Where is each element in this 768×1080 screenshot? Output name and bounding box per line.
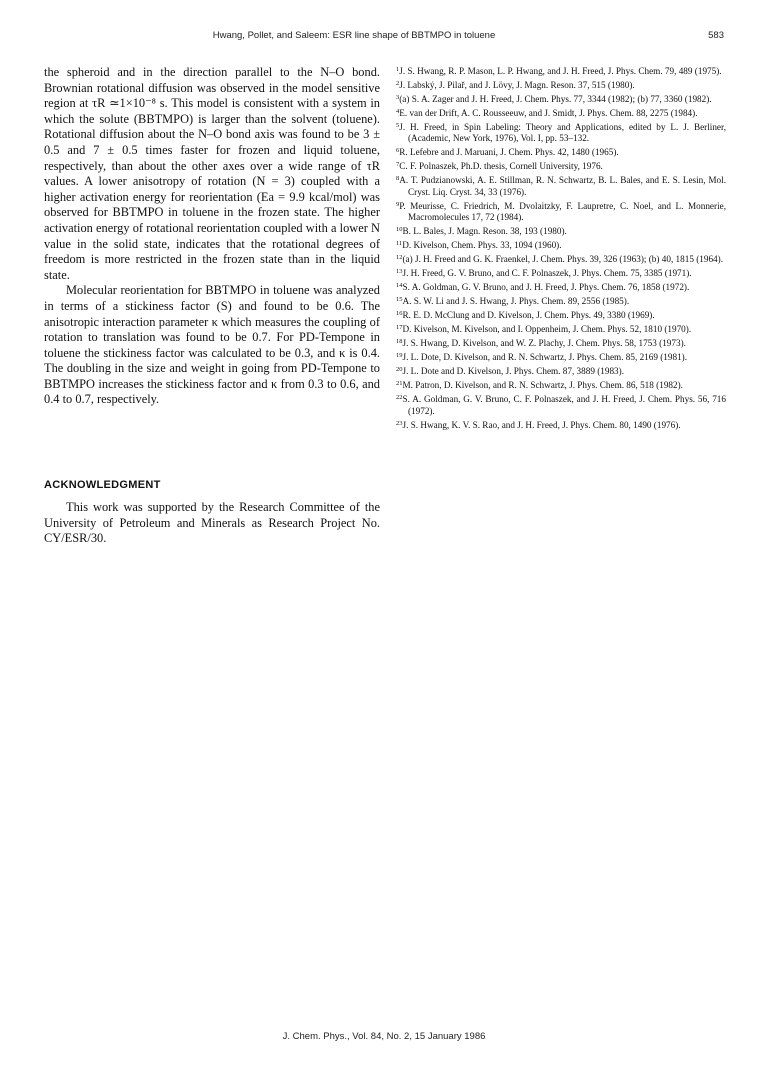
- reference-number: 12: [396, 254, 403, 262]
- reference-item: [396, 294, 726, 307]
- reference-item: [396, 336, 726, 349]
- references-list: [396, 64, 726, 432]
- reference-text: D. Kivelson, Chem. Phys. 33, 1094 (1960).: [402, 240, 562, 251]
- reference-number: 5: [396, 122, 400, 129]
- reference-number: 18: [396, 338, 403, 346]
- acknowledgment-text: This work was supported by the Research Committee of the University of Petroleum and Minerals as Research Project No. CY/ESR/30.: [44, 500, 380, 546]
- reference-number: 10: [396, 226, 403, 234]
- reference-item: [396, 322, 726, 335]
- reference-text: J. L. Dote and D. Kivelson, J. Phys. Chem. 87, 3889 (1983).: [402, 366, 625, 377]
- reference-number: 14: [396, 282, 403, 290]
- reference-text: R. E. D. McClung and D. Kivelson, J. Chem. Phys. 49, 3380 (1969).: [402, 310, 655, 321]
- reference-item: [396, 224, 726, 237]
- reference-number: 11: [396, 240, 403, 248]
- reference-text: J. S. Hwang, R. P. Mason, L. P. Hwang, and J. H. Freed, J. Phys. Chem. 79, 489 (1975).: [399, 66, 722, 76]
- reference-item: [396, 280, 726, 293]
- reference-number: 21: [396, 380, 403, 388]
- reference-text: P. Meurisse, C. Friedrich, M. Dvolaitzky, F. Laupretre, C. Noel, and L. Monnerie, Macromolecules 17, 72 (1984).: [399, 200, 726, 223]
- reference-number: 15: [396, 296, 403, 304]
- reference-text: D. Kivelson, M. Kivelson, and I. Oppenheim, J. Chem. Phys. 52, 1810 (1970).: [402, 324, 692, 335]
- left-column: [44, 65, 380, 408]
- reference-text: (a) J. H. Freed and G. K. Fraenkel, J. Chem. Phys. 39, 326 (1963); (b) 40, 1815 (1964).: [402, 254, 723, 265]
- reference-item: [396, 64, 726, 77]
- reference-item: [396, 78, 726, 91]
- page-number: 583: [708, 30, 724, 41]
- reference-text: J. H. Freed, G. V. Bruno, and C. F. Polnaszek, J. Phys. Chem. 75, 3385 (1971).: [402, 268, 692, 279]
- reference-item: [396, 120, 726, 145]
- reference-item: [396, 418, 726, 431]
- reference-text: R. Lefebre and J. Maruani, J. Chem. Phys. 42, 1480 (1965).: [399, 147, 619, 158]
- reference-text: B. L. Bales, J. Magn. Reson. 38, 193 (1980).: [402, 226, 567, 237]
- journal-citation-footer: J. Chem. Phys., Vol. 84, No. 2, 15 January 1986: [282, 1031, 486, 1042]
- reference-item: [396, 92, 726, 105]
- reference-number: 13: [396, 268, 403, 276]
- reference-number: 23: [396, 419, 403, 427]
- reference-number: 7: [396, 161, 400, 169]
- body-paragraph-2: Molecular reorientation for BBTMPO in toluene was analyzed in terms of a stickiness factor (S) and found to be 0.6. The anisotropic interaction parameter κ which measures the coupling of rotation to translation was found to be 0.7. For PD-Tempone in toluene the stickiness factor was calculated to be 0.3, and κ is 0.4. The doubling in the size and weight in going from PD-Tempone to BBTMPO increases the stickiness factor and κ from 0.3 to 0.6, and 0.4 to 0.7, respectively.: [44, 283, 380, 407]
- reference-item: [396, 173, 726, 198]
- reference-number: 6: [396, 147, 400, 155]
- body-paragraph-1: the spheroid and in the direction parallel to the N–O bond. Brownian rotational diffusion was observed in the model sensitive region at τR ≃1×10⁻⁸ s. This model is consistent with a system in which the solute (BBTMPO) is larger than the solvent (toluene). Rotational diffusion about the N–O bond axis was found to be 3 ± 0.5 and 7 ± 0.5 times faster for frozen and liquid toluene, respectively, than about the other axes over a wide range of τR values. A lower anisotropy of rotation (N = 3) coupled with a higher activation energy for reorientation (Ea = 9.9 kcal/mol) was observed for BBTMPO in toluene in the frozen state. The higher activation energy of rotational reorientation coupled with a lower N value in the solid state, indicates that the rotational degrees of freedom is more restricted in the frozen state than in the liquid state.: [44, 65, 380, 282]
- reference-text: J. Labský, J. Pilař, and J. Lövy, J. Magn. Reson. 37, 515 (1980).: [399, 80, 635, 90]
- reference-text: J. H. Freed, in Spin Labeling: Theory and Applications, edited by L. J. Berliner, (Academic, New York, 1976), Vol. I, pp. 53–132.: [399, 122, 726, 144]
- reference-item: [396, 378, 726, 391]
- reference-text: A. S. W. Li and J. S. Hwang, J. Phys. Chem. 89, 2556 (1985).: [402, 296, 630, 307]
- reference-number: 17: [396, 324, 403, 332]
- reference-text: J. S. Hwang, K. V. S. Rao, and J. H. Freed, J. Phys. Chem. 80, 1490 (1976).: [402, 419, 681, 430]
- reference-number: 19: [396, 352, 403, 360]
- reference-number: 2: [396, 80, 400, 87]
- reference-text: J. S. Hwang, D. Kivelson, and W. Z. Plachy, J. Chem. Phys. 58, 1753 (1973).: [402, 338, 686, 349]
- reference-text: J. L. Dote, D. Kivelson, and R. N. Schwartz, J. Phys. Chem. 85, 2169 (1981).: [402, 352, 688, 363]
- reference-item: [396, 350, 726, 363]
- reference-number: 4: [396, 108, 400, 115]
- reference-item: [396, 252, 726, 265]
- reference-item: [396, 266, 726, 279]
- reference-text: A. T. Pudzianowski, A. E. Stillman, R. N. Schwartz, B. L. Bales, and E. S. Lesin, Mol. Cryst. Liq. Cryst. 34, 33 (1976).: [399, 175, 726, 197]
- reference-number: 9: [396, 200, 400, 208]
- reference-number: 3: [396, 94, 400, 101]
- running-head: [44, 30, 724, 44]
- reference-text: S. A. Goldman, G. V. Bruno, C. F. Polnaszek, and J. H. Freed, J. Chem. Phys. 56, 716 (1972).: [402, 394, 726, 416]
- acknowledgment-heading: ACKNOWLEDGMENT: [44, 479, 161, 491]
- reference-item: [396, 308, 726, 321]
- reference-number: 1: [396, 66, 400, 73]
- reference-text: C. F. Polnaszek, Ph.D. thesis, Cornell University, 1976.: [399, 161, 603, 172]
- reference-item: [396, 106, 726, 119]
- reference-number: 22: [396, 394, 403, 402]
- reference-item: [396, 364, 726, 377]
- reference-number: 8: [396, 175, 400, 183]
- reference-text: (a) S. A. Zager and J. H. Freed, J. Chem. Phys. 77, 3344 (1982); (b) 77, 3360 (1982).: [399, 94, 712, 104]
- reference-item: [396, 145, 726, 158]
- reference-item: [396, 199, 726, 224]
- reference-item: [396, 392, 726, 417]
- reference-number: 20: [396, 366, 403, 374]
- reference-number: 16: [396, 310, 403, 318]
- running-title: Hwang, Pollet, and Saleem: ESR line shape of BBTMPO in toluene: [212, 30, 496, 41]
- reference-item: [396, 159, 726, 172]
- reference-text: M. Patron, D. Kivelson, and R. N. Schwartz, J. Phys. Chem. 86, 518 (1982).: [402, 380, 683, 391]
- reference-text: E. van der Drift, A. C. Rousseeuw, and J. Smidt, J. Phys. Chem. 88, 2275 (1984).: [399, 108, 698, 118]
- reference-item: [396, 238, 726, 251]
- reference-text: S. A. Goldman, G. V. Bruno, and J. H. Freed, J. Phys. Chem. 76, 1858 (1972).: [402, 282, 690, 293]
